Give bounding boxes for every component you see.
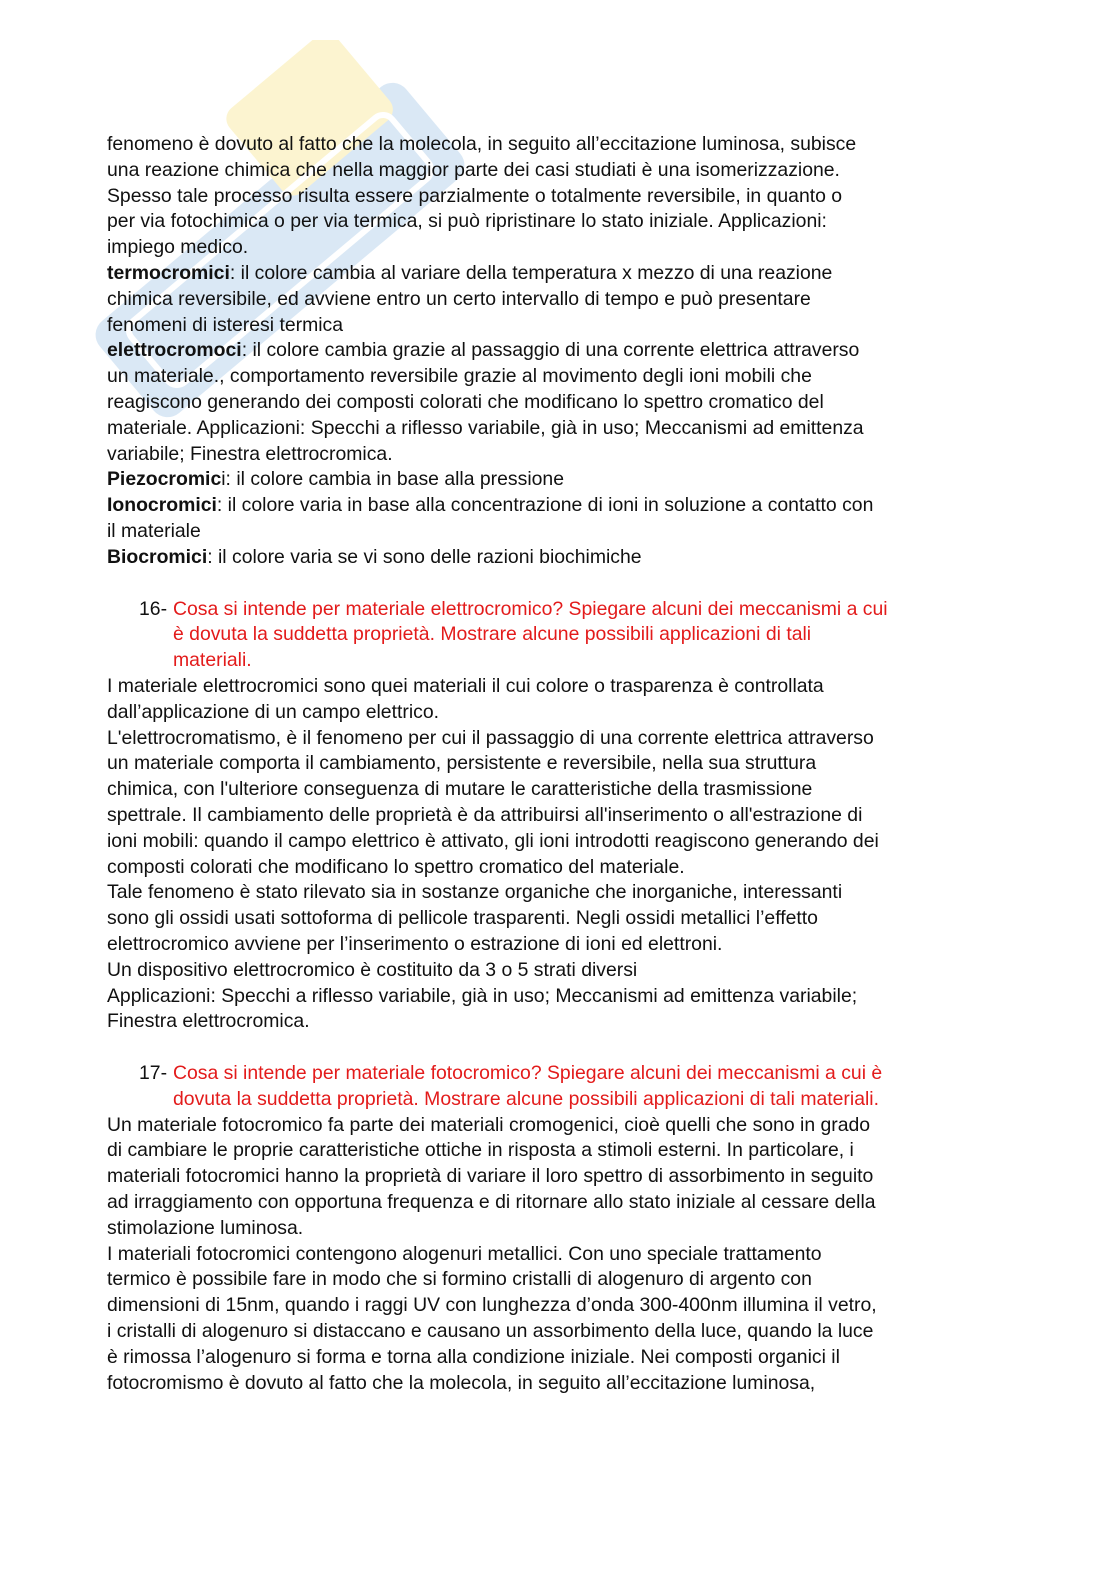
text-line: chimica, con l'ulteriore conseguenza di mutare le caratteristiche della trasmissione xyxy=(107,778,813,801)
text-line: materiale. Applicazioni: Specchi a riflesso variabile, già in uso; Meccanismi ad emittenza xyxy=(107,416,864,439)
text-line: un materiale comporta il cambiamento, persistente e reversibile, nella sua struttura xyxy=(107,752,817,775)
text-line: Tale fenomeno è stato rilevato sia in sostanze organiche che inorganiche, interessanti xyxy=(107,881,843,904)
definition-term: Piezocromic xyxy=(107,468,222,491)
text-line: i cristalli di alogenuro si distaccano e causano un assorbimento della luce, quando la luce xyxy=(107,1320,874,1343)
definition-text: : il colore cambia al variare della temperatura x mezzo di una reazione xyxy=(229,261,833,284)
text-line: Spesso tale processo risulta essere parzialmente o totalmente reversibile, in quanto o xyxy=(107,184,843,207)
text-line: materiali. xyxy=(173,649,252,672)
text-line: ad irraggiamento con opportuna frequenza e di ritornare allo stato iniziale al cessare della xyxy=(107,1191,876,1214)
text-line: il materiale xyxy=(107,519,201,542)
document-page xyxy=(107,132,1005,1396)
text-line: I materiale elettrocromici sono quei materiali il cui colore o trasparenza è controllata xyxy=(107,674,824,697)
text-line: impiego medico. xyxy=(107,236,249,259)
question-17 xyxy=(107,1061,1005,1113)
definition-elettrocromoci xyxy=(107,338,1005,467)
definition-piezocromici xyxy=(107,467,1005,493)
definition-text: : il colore varia se vi sono delle razioni biochimiche xyxy=(207,545,642,568)
question-16 xyxy=(107,597,1005,674)
definition-term: Biocromici xyxy=(107,545,208,568)
definition-text: : il colore cambia grazie al passaggio di una corrente elettrica attraverso xyxy=(241,339,860,362)
text-line: una reazione chimica che nella maggior parte dei casi studiati è una isomerizzazione. xyxy=(107,158,840,181)
definition-term: elettrocromoci xyxy=(107,339,242,362)
answer-16 xyxy=(107,674,1005,1035)
text-line: è dovuta la suddetta proprietà. Mostrare alcune possibili applicazioni di tali xyxy=(173,623,812,646)
text-line: fenomeni di isteresi termica xyxy=(107,313,344,336)
question-text xyxy=(173,1061,1005,1113)
text-line: un materiale., comportamento reversibile grazie al movimento degli ioni mobili che xyxy=(107,365,812,388)
text-line: dimensioni di 15nm, quando i raggi UV con lunghezza d’onda 300-400nm illumina il vetro, xyxy=(107,1294,877,1317)
text-line: ioni mobili: quando il campo elettrico è attivato, gli ioni introdotti reagiscono generando dei xyxy=(107,829,879,852)
text-line: variabile; Finestra elettrocromica. xyxy=(107,442,393,465)
text-line: di cambiare le proprie caratteristiche ottiche in risposta a stimoli esterni. In particolare, i xyxy=(107,1139,854,1162)
definition-text: i: il colore cambia in base alla pressione xyxy=(221,468,564,491)
definition-text: : il colore varia in base alla concentrazione di ioni in soluzione a contatto con xyxy=(216,494,874,517)
answer-17 xyxy=(107,1113,1005,1397)
definition-term: Ionocromici xyxy=(107,494,217,517)
text-line: spettrale. Il cambiamento delle proprietà è da attribuirsi all'inserimento o all'estrazione di xyxy=(107,803,863,826)
text-line: per via fotochimica o per via termica, si può ripristinare lo stato iniziale. Applicazioni: xyxy=(107,210,827,233)
text-line: dall’applicazione di un campo elettrico. xyxy=(107,700,439,723)
definition-termocromici xyxy=(107,261,1005,338)
question-number: 16- xyxy=(139,597,168,620)
definition-term: termocromici xyxy=(107,261,230,284)
text-line: Applicazioni: Specchi a riflesso variabile, già in uso; Meccanismi ad emittenza variabile; xyxy=(107,984,858,1007)
text-line: Cosa si intende per materiale fotocromico? Spiegare alcuni dei meccanismi a cui è xyxy=(173,1062,883,1085)
text-line: sono gli ossidi usati sottoforma di pellicole trasparenti. Negli ossidi metallici l’effetto xyxy=(107,907,818,930)
text-line: materiali fotocromici hanno la proprietà di variare il loro spettro di assorbimento in seguito xyxy=(107,1165,874,1188)
text-line: Cosa si intende per materiale elettrocromico? Spiegare alcuni dei meccanismi a cui xyxy=(173,597,888,620)
text-line: è rimossa l’alogenuro si forma e torna alla condizione iniziale. Nei composti organici il xyxy=(107,1345,840,1368)
text-line: Finestra elettrocromica. xyxy=(107,1010,310,1033)
text-line: I materiali fotocromici contengono alogenuri metallici. Con uno speciale trattamento xyxy=(107,1242,822,1265)
question-number: 17- xyxy=(139,1062,168,1085)
text-line: chimica reversibile, ed avviene entro un certo intervallo di tempo e può presentare xyxy=(107,287,811,310)
text-line: reagiscono generando dei composti colorati che modificano lo spettro cromatico del xyxy=(107,390,824,413)
intro-paragraph xyxy=(107,132,1005,261)
text-line: Un dispositivo elettrocromico è costituito da 3 o 5 strati diversi xyxy=(107,958,638,981)
text-line: fenomeno è dovuto al fatto che la molecola, in seguito all’eccitazione luminosa, subisce xyxy=(107,133,857,155)
question-text xyxy=(173,597,1005,674)
text-line: composti colorati che modificano lo spettro cromatico del materiale. xyxy=(107,855,685,878)
text-line: elettrocromico avviene per l’inserimento o estrazione di ioni ed elettroni. xyxy=(107,932,723,955)
text-line: dovuta la suddetta proprietà. Mostrare alcune possibili applicazioni di tali materiali. xyxy=(173,1087,879,1110)
text-line: Un materiale fotocromico fa parte dei materiali cromogenici, cioè quelli che sono in grado xyxy=(107,1113,871,1136)
definition-biocromici xyxy=(107,545,1005,571)
text-line: stimolazione luminosa. xyxy=(107,1216,304,1239)
text-line: fotocromismo è dovuto al fatto che la molecola, in seguito all’eccitazione luminosa, xyxy=(107,1371,816,1394)
definition-ionocromici xyxy=(107,493,1005,545)
text-line: L'elettrocromatismo, è il fenomeno per cui il passaggio di una corrente elettrica attraverso xyxy=(107,726,874,749)
text-line: termico è possibile fare in modo che si formino cristalli di alogenuro di argento con xyxy=(107,1268,812,1291)
